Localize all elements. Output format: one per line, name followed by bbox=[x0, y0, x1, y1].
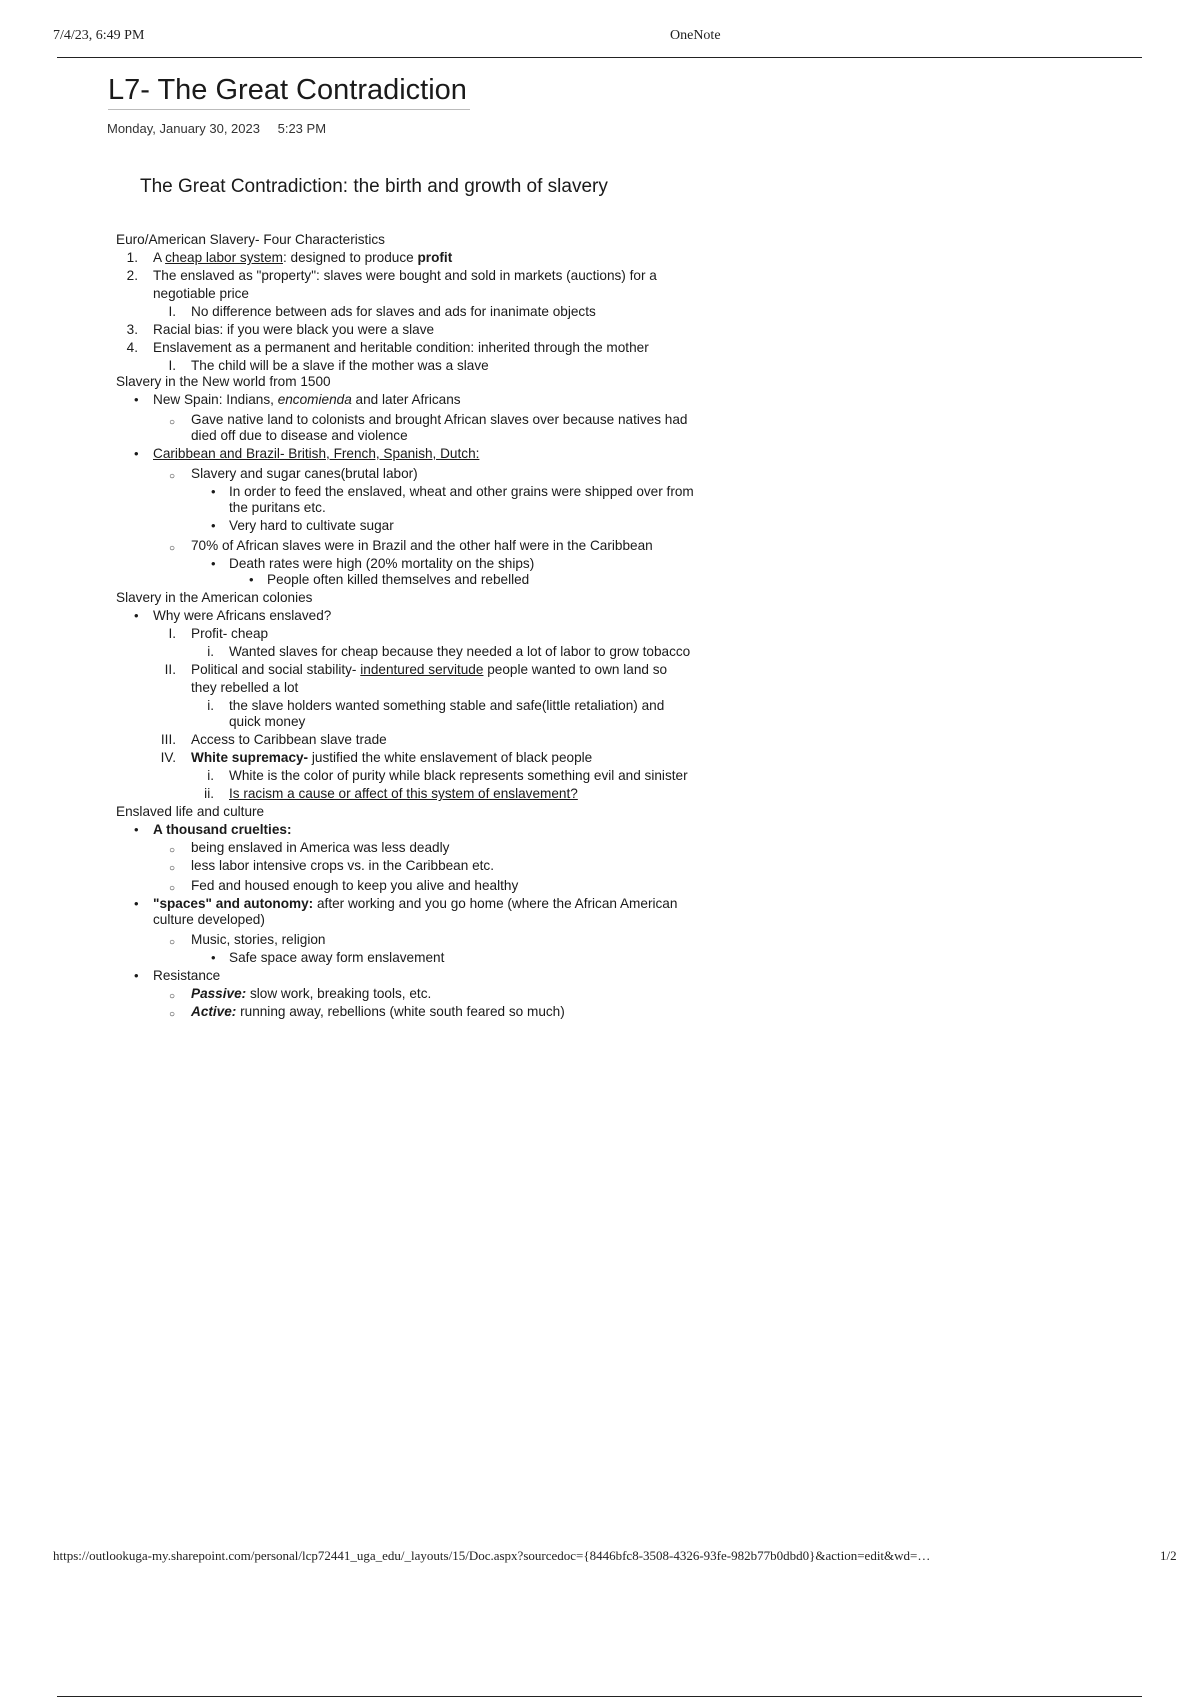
list-item-continuation: they rebelled a lot bbox=[191, 680, 299, 695]
page-subtitle: The Great Contradiction: the birth and growth of slavery bbox=[140, 176, 608, 197]
page-date-time bbox=[107, 121, 340, 136]
list-item: ii. Is racism a cause or affect of this system of enslavement? bbox=[204, 786, 578, 801]
page-number: 1/2 bbox=[1160, 1548, 1177, 1563]
list-item: • A thousand cruelties: bbox=[134, 822, 292, 837]
list-item: ○ Slavery and sugar canes(brutal labor) bbox=[169, 466, 418, 482]
list-item: 1. A cheap labor system: designed to produce profit bbox=[126, 250, 453, 265]
list-item: ○ Fed and housed enough to keep you alive and healthy bbox=[169, 878, 519, 894]
notes-body bbox=[0, 231, 1200, 1021]
list-item: • Very hard to cultivate sugar bbox=[211, 518, 394, 533]
header-rule bbox=[57, 57, 1142, 58]
print-app-name: OneNote bbox=[670, 28, 721, 43]
list-item: ○ Gave native land to colonists and brought African slaves over because natives had bbox=[169, 412, 688, 428]
print-datetime: 7/4/23, 6:49 PM bbox=[53, 28, 145, 43]
list-item: • Death rates were high (20% mortality on the ships) bbox=[211, 556, 535, 571]
list-item: 4. Enslavement as a permanent and heritable condition: inherited through the mother bbox=[126, 340, 649, 355]
list-item: ○ Music, stories, religion bbox=[169, 932, 326, 948]
list-item: • "spaces" and autonomy: after working and you go home (where the African American bbox=[134, 896, 678, 911]
section-heading: Slavery in the American colonies bbox=[116, 590, 313, 605]
list-item: • Safe space away form enslavement bbox=[211, 950, 445, 965]
list-item: II. Political and social stability- indentured servitude people wanted to own land so bbox=[164, 662, 668, 677]
list-item: ○ Passive: slow work, breaking tools, etc. bbox=[169, 986, 432, 1002]
list-item-continuation: died off due to disease and violence bbox=[191, 428, 408, 443]
list-item: IV. White supremacy- justified the white enslavement of black people bbox=[160, 750, 593, 765]
list-item-continuation: quick money bbox=[229, 714, 306, 729]
list-item: ○ less labor intensive crops vs. in the Caribbean etc. bbox=[169, 858, 494, 874]
list-item: • Resistance bbox=[134, 968, 221, 983]
list-item-continuation: the puritans etc. bbox=[229, 500, 326, 515]
list-item: ○ Active: running away, rebellions (white south feared so much) bbox=[169, 1004, 565, 1020]
list-item: i. the slave holders wanted something stable and safe(little retaliation) and bbox=[207, 698, 665, 713]
list-item: 3. Racial bias: if you were black you were a slave bbox=[126, 322, 435, 337]
list-item: i. Wanted slaves for cheap because they needed a lot of labor to grow tobacco bbox=[207, 644, 691, 659]
list-item: III. Access to Caribbean slave trade bbox=[160, 732, 387, 747]
page-date: Monday, January 30, 2023 bbox=[107, 121, 260, 136]
list-item: 2. The enslaved as "property": slaves were bought and sold in markets (auctions) for a bbox=[126, 268, 657, 283]
section-heading: Euro/American Slavery- Four Characteristics bbox=[116, 232, 385, 247]
footer-rule bbox=[57, 1696, 1142, 1697]
page-title: L7- The Great Contradiction bbox=[108, 74, 470, 110]
list-item: I. Profit- cheap bbox=[168, 626, 269, 641]
list-item: • Caribbean and Brazil- British, French, Spanish, Dutch: bbox=[134, 446, 480, 461]
list-item-continuation: culture developed) bbox=[153, 912, 265, 927]
list-item: ○ 70% of African slaves were in Brazil and the other half were in the Caribbean bbox=[169, 538, 653, 554]
section-heading: Slavery in the New world from 1500 bbox=[116, 374, 331, 389]
list-item: • People often killed themselves and rebelled bbox=[249, 572, 530, 587]
print-url: https://outlookuga-my.sharepoint.com/personal/lcp72441_uga_edu/_layouts/15/Doc.aspx?sourcedoc={8446bfc8-3508-4326-93fe-982b77b0dbd0}&action=edit&wd=… bbox=[53, 1548, 931, 1563]
list-item: i. White is the color of purity while black represents something evil and sinister bbox=[207, 768, 688, 783]
page-time: 5:23 PM bbox=[277, 121, 327, 136]
list-item-continuation: negotiable price bbox=[153, 286, 249, 301]
list-item: I. The child will be a slave if the mother was a slave bbox=[168, 358, 489, 373]
list-item: I. No difference between ads for slaves and ads for inanimate objects bbox=[168, 304, 596, 319]
list-item: • Why were Africans enslaved? bbox=[134, 608, 332, 623]
section-heading: Enslaved life and culture bbox=[116, 804, 265, 819]
list-item: ○ being enslaved in America was less deadly bbox=[169, 840, 450, 856]
list-item: • In order to feed the enslaved, wheat and other grains were shipped over from bbox=[211, 484, 694, 499]
list-item: • New Spain: Indians, encomienda and later Africans bbox=[134, 392, 461, 407]
